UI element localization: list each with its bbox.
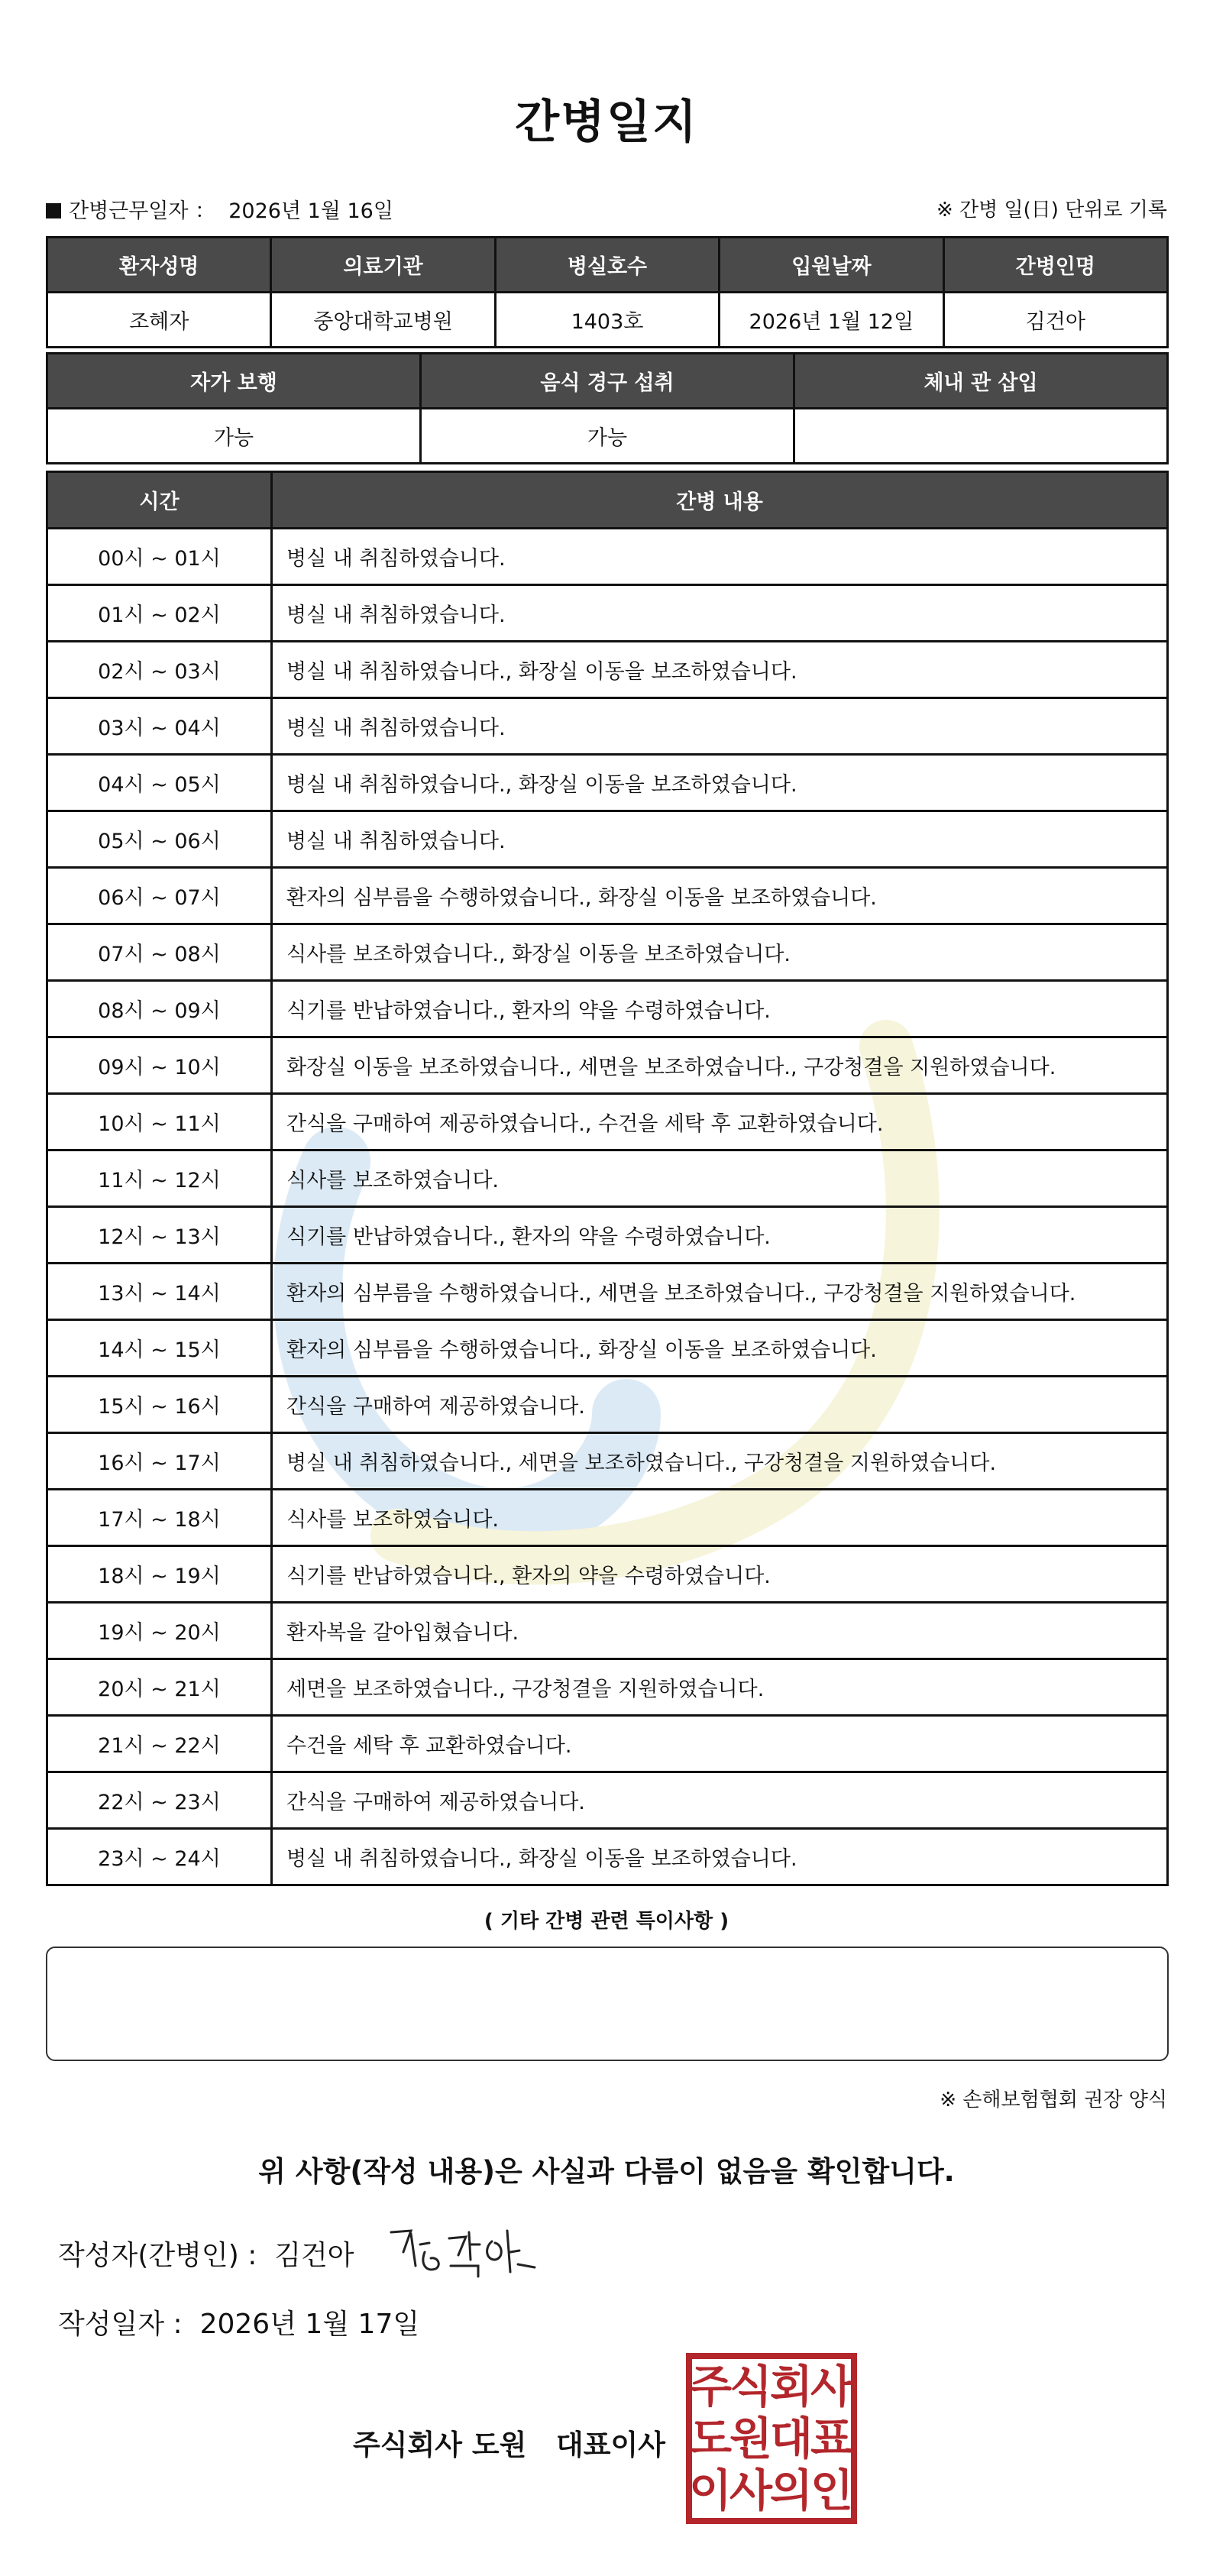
patient-name: 조혜자 — [47, 293, 271, 348]
log-time: 23시 ~ 24시 — [47, 1829, 272, 1885]
header-patient-name: 환자성명 — [47, 238, 271, 293]
table-row — [47, 698, 1168, 755]
log-time: 18시 ~ 19시 — [47, 1546, 272, 1603]
log-content: 간식을 구매하여 제공하였습니다. — [272, 1772, 1168, 1829]
log-time: 06시 ~ 07시 — [47, 868, 272, 924]
seal-character: 대 — [769, 2413, 814, 2464]
work-date-value: 2026년 1월 16일 — [228, 199, 393, 223]
confirm-statement: 위 사항(작성 내용)은 사실과 다름이 없음을 확인합니다. — [258, 2155, 955, 2188]
log-time: 20시 ~ 21시 — [47, 1659, 272, 1716]
log-content: 식기를 반납하였습니다., 환자의 약을 수령하였습니다. — [272, 1546, 1168, 1603]
log-time: 14시 ~ 15시 — [47, 1320, 272, 1377]
log-content: 간식을 구매하여 제공하였습니다. — [272, 1377, 1168, 1433]
caregiver-name: 김건아 — [943, 293, 1167, 348]
log-content: 식기를 반납하였습니다., 환자의 약을 수령하였습니다. — [272, 1207, 1168, 1264]
log-content: 병실 내 취침하였습니다. — [272, 585, 1168, 642]
log-time: 08시 ~ 09시 — [47, 981, 272, 1037]
table-row — [47, 642, 1168, 698]
log-content: 수건을 세탁 후 교환하였습니다. — [272, 1716, 1168, 1772]
seal-character: 주 — [688, 2361, 733, 2413]
log-time: 17시 ~ 18시 — [47, 1490, 272, 1546]
representative-title: 대표이사 — [556, 2429, 665, 2461]
handwritten-signature — [385, 2222, 538, 2283]
log-content: 환자의 심부름을 수행하였습니다., 화장실 이동을 보조하였습니다. — [272, 868, 1168, 924]
log-content: 병실 내 취침하였습니다., 세면을 보조하였습니다., 구강청결을 지원하였습니다. — [272, 1433, 1168, 1490]
record-unit-note: ※ 간병 일(日) 단위로 기록 — [936, 199, 1167, 222]
table-row — [47, 1716, 1168, 1772]
log-content: 병실 내 취침하였습니다. — [272, 811, 1168, 868]
log-time: 03시 ~ 04시 — [47, 698, 272, 755]
document-title: 간병일지 — [515, 95, 698, 149]
self-walking: 가능 — [47, 409, 421, 464]
table-row — [47, 1207, 1168, 1264]
seal-character: 사 — [810, 2361, 854, 2413]
header-care-content: 간병 내용 — [272, 472, 1168, 529]
log-time: 13시 ~ 14시 — [47, 1264, 272, 1320]
log-content: 화장실 이동을 보조하였습니다., 세면을 보조하였습니다., 구강청결을 지원하였습니다. — [272, 1037, 1168, 1094]
log-content: 세면을 보조하였습니다., 구강청결을 지원하였습니다. — [272, 1659, 1168, 1716]
header-room: 병실호수 — [495, 238, 719, 293]
hospital: 중앙대학교병원 — [271, 293, 495, 348]
seal-character: 이 — [688, 2464, 733, 2516]
log-content: 환자의 심부름을 수행하였습니다., 화장실 이동을 보조하였습니다. — [272, 1320, 1168, 1377]
seal-character: 표 — [810, 2413, 854, 2464]
log-time: 12시 ~ 13시 — [47, 1207, 272, 1264]
log-time: 02시 ~ 03시 — [47, 642, 272, 698]
log-content: 병실 내 취침하였습니다. — [272, 698, 1168, 755]
seal-character: 의 — [769, 2464, 814, 2516]
table-row — [47, 924, 1168, 981]
log-content: 병실 내 취침하였습니다., 화장실 이동을 보조하였습니다. — [272, 1829, 1168, 1885]
patient-info-table — [46, 236, 1169, 348]
log-content: 병실 내 취침하였습니다. — [272, 529, 1168, 585]
seal-character: 식 — [729, 2361, 773, 2413]
log-content: 환자복을 갈아입혔습니다. — [272, 1603, 1168, 1659]
header-self-walking: 자가 보행 — [47, 354, 421, 409]
log-time: 21시 ~ 22시 — [47, 1716, 272, 1772]
table-row — [47, 1320, 1168, 1377]
patient-ability-table — [46, 352, 1169, 464]
writer-label: 작성자(간병인) : — [58, 2240, 257, 2271]
header-tube-insertion: 체내 관 삽입 — [794, 354, 1168, 409]
oral-intake: 가능 — [421, 409, 794, 464]
table-row — [47, 1490, 1168, 1546]
company-name: 주식회사 도원 — [353, 2429, 527, 2461]
log-time: 07시 ~ 08시 — [47, 924, 272, 981]
table-row — [47, 529, 1168, 585]
write-date-value: 2026년 1월 17일 — [199, 2309, 420, 2340]
log-content: 식사를 보조하였습니다., 화장실 이동을 보조하였습니다. — [272, 924, 1168, 981]
header-admission-date: 입원날짜 — [720, 238, 943, 293]
table-row — [47, 1659, 1168, 1716]
care-log-table — [46, 471, 1169, 1886]
log-time: 01시 ~ 02시 — [47, 585, 272, 642]
seal-character: 원 — [729, 2413, 773, 2464]
table-row — [47, 981, 1168, 1037]
company-signature-line — [353, 2422, 665, 2463]
table-row — [47, 1037, 1168, 1094]
admission-date: 2026년 1월 12일 — [720, 293, 943, 348]
recommend-note: ※ 손해보험협회 권장 양식 — [940, 2089, 1167, 2112]
log-time: 05시 ~ 06시 — [47, 811, 272, 868]
header-caregiver: 간병인명 — [943, 238, 1167, 293]
log-time: 19시 ~ 20시 — [47, 1603, 272, 1659]
tube-insertion — [794, 409, 1168, 464]
log-content: 식사를 보조하였습니다. — [272, 1490, 1168, 1546]
table-row — [47, 868, 1168, 924]
write-date-line — [58, 2303, 419, 2341]
log-content: 환자의 심부름을 수행하였습니다., 세면을 보조하였습니다., 구강청결을 지원하였습니다. — [272, 1264, 1168, 1320]
log-content: 병실 내 취침하였습니다., 화장실 이동을 보조하였습니다. — [272, 642, 1168, 698]
seal-character: 인 — [810, 2464, 854, 2516]
company-seal-stamp — [684, 2351, 859, 2526]
seal-character: 사 — [729, 2464, 773, 2516]
log-content: 식기를 반납하였습니다., 환자의 약을 수령하였습니다. — [272, 981, 1168, 1037]
square-bullet-icon — [46, 203, 61, 218]
room-number: 1403호 — [495, 293, 719, 348]
log-time: 16시 ~ 17시 — [47, 1433, 272, 1490]
table-row — [47, 1772, 1168, 1829]
table-row — [47, 1546, 1168, 1603]
log-time: 22시 ~ 23시 — [47, 1772, 272, 1829]
log-content: 간식을 구매하여 제공하였습니다., 수건을 세탁 후 교환하였습니다. — [272, 1094, 1168, 1150]
table-row — [47, 1150, 1168, 1207]
table-row — [47, 811, 1168, 868]
header-hospital: 의료기관 — [271, 238, 495, 293]
log-content: 병실 내 취침하였습니다., 화장실 이동을 보조하였습니다. — [272, 755, 1168, 811]
seal-character: 도 — [688, 2413, 733, 2464]
table-row — [47, 1829, 1168, 1885]
table-row — [47, 1603, 1168, 1659]
log-time: 00시 ~ 01시 — [47, 529, 272, 585]
header-oral-intake: 음식 경구 섭취 — [421, 354, 794, 409]
writer-name: 김건아 — [274, 2240, 354, 2271]
log-time: 10시 ~ 11시 — [47, 1094, 272, 1150]
seal-character: 회 — [769, 2361, 814, 2413]
table-row — [47, 1377, 1168, 1433]
log-content: 식사를 보조하였습니다. — [272, 1150, 1168, 1207]
notes-box — [46, 1947, 1169, 2061]
table-row — [47, 1433, 1168, 1490]
table-row — [47, 1094, 1168, 1150]
table-row — [47, 1264, 1168, 1320]
table-row — [47, 755, 1168, 811]
notes-title: ( 기타 간병 관련 특이사항 ) — [484, 1910, 729, 1933]
work-date-label: 간병근무일자 ： — [69, 199, 216, 223]
log-time: 15시 ~ 16시 — [47, 1377, 272, 1433]
write-date-label: 작성일자 : — [58, 2309, 183, 2340]
log-time: 09시 ~ 10시 — [47, 1037, 272, 1094]
table-row — [47, 585, 1168, 642]
header-time: 시간 — [47, 472, 272, 529]
work-date — [46, 194, 393, 224]
log-time: 11시 ~ 12시 — [47, 1150, 272, 1207]
writer-line — [58, 2234, 354, 2273]
log-time: 04시 ~ 05시 — [47, 755, 272, 811]
